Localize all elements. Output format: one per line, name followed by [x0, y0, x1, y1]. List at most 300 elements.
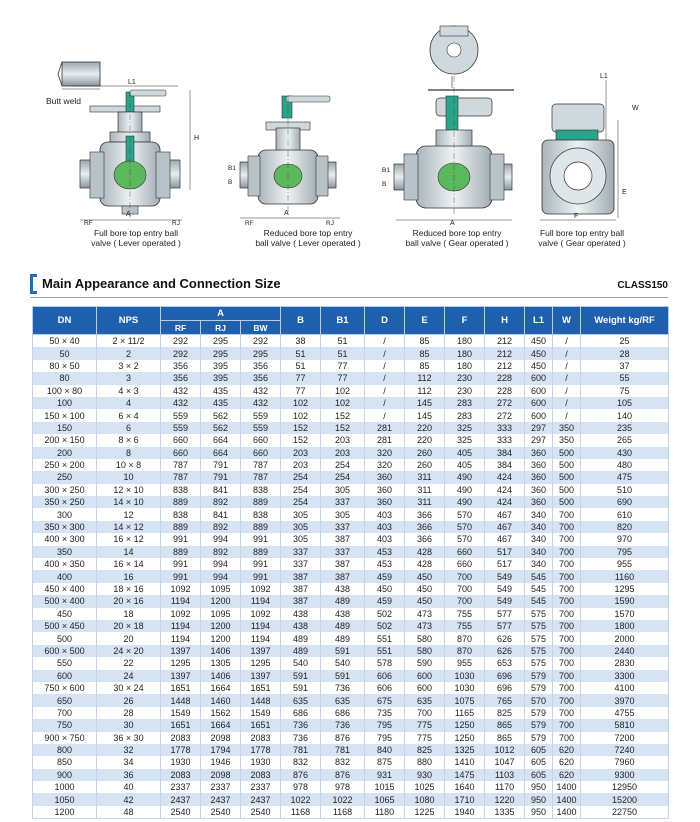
- cell-rj: 994: [201, 533, 241, 545]
- cell-bw: 559: [241, 409, 281, 421]
- cell-w: 700: [553, 645, 581, 657]
- table-row: [33, 595, 669, 607]
- cell-l1: 575: [525, 620, 553, 632]
- cell-rf: 432: [161, 397, 201, 409]
- cell-l1: 600: [525, 409, 553, 421]
- cell-bw: 889: [241, 521, 281, 533]
- cell-d: 459: [365, 595, 405, 607]
- cell-nps: 8: [97, 447, 161, 459]
- cell-b1: 736: [321, 719, 365, 731]
- cell-f: 1030: [445, 670, 485, 682]
- cell-dn: 400 × 300: [33, 533, 97, 545]
- cell-l1: 450: [525, 360, 553, 372]
- cell-b: 254: [281, 471, 321, 483]
- cell-e: 590: [405, 657, 445, 669]
- cell-l1: 360: [525, 447, 553, 459]
- cell-h: 577: [485, 608, 525, 620]
- cell-f: 570: [445, 533, 485, 545]
- cell-rf: 991: [161, 558, 201, 570]
- cell-nps: 16: [97, 570, 161, 582]
- cell-b: 305: [281, 533, 321, 545]
- cell-b: 102: [281, 409, 321, 421]
- cell-l1: 579: [525, 707, 553, 719]
- cell-d: 1015: [365, 781, 405, 793]
- cell-b1: 254: [321, 459, 365, 471]
- cell-rj: 562: [201, 409, 241, 421]
- cell-b: 686: [281, 707, 321, 719]
- cell-f: 405: [445, 459, 485, 471]
- table-row: [33, 508, 669, 520]
- cell-dn: 100: [33, 397, 97, 409]
- cell-w: 500: [553, 496, 581, 508]
- cell-dn: 250: [33, 471, 97, 483]
- dim-A-2: A: [284, 210, 289, 217]
- cell-rf: 1651: [161, 719, 201, 731]
- cell-w: 350: [553, 434, 581, 446]
- header-a: A: [161, 307, 281, 321]
- cell-w: /: [553, 347, 581, 359]
- table-row: [33, 546, 669, 558]
- cell-weight: 610: [581, 508, 669, 520]
- cell-h: 384: [485, 459, 525, 471]
- cell-b: 102: [281, 397, 321, 409]
- cell-weight: 1800: [581, 620, 669, 632]
- cell-dn: 850: [33, 756, 97, 768]
- cell-w: /: [553, 409, 581, 421]
- cell-rf: 889: [161, 521, 201, 533]
- cell-bw: 559: [241, 422, 281, 434]
- cell-b1: 51: [321, 335, 365, 348]
- cell-f: 955: [445, 657, 485, 669]
- cell-d: 403: [365, 508, 405, 520]
- cell-f: 660: [445, 558, 485, 570]
- cell-d: 931: [365, 769, 405, 781]
- cell-l1: 450: [525, 335, 553, 348]
- cell-rj: 1200: [201, 595, 241, 607]
- cell-bw: 1194: [241, 620, 281, 632]
- cell-b: 203: [281, 447, 321, 459]
- cell-l1: 600: [525, 397, 553, 409]
- cell-b: 489: [281, 632, 321, 644]
- dim-B1-2: B1: [228, 165, 236, 172]
- section-header: [30, 274, 668, 296]
- cell-rj: 562: [201, 422, 241, 434]
- cell-rf: 1448: [161, 694, 201, 706]
- cell-e: 1225: [405, 806, 445, 819]
- cell-l1: 950: [525, 806, 553, 819]
- header-rj: RJ: [201, 321, 241, 335]
- cell-rj: 664: [201, 434, 241, 446]
- cell-d: /: [365, 335, 405, 348]
- cell-b1: 635: [321, 694, 365, 706]
- dim-B1-3: B1: [382, 167, 390, 174]
- cell-b: 387: [281, 570, 321, 582]
- dim-RJ-1: RJ: [172, 220, 180, 227]
- cell-b1: 876: [321, 732, 365, 744]
- table-row: [33, 793, 669, 805]
- cell-e: 311: [405, 471, 445, 483]
- cell-weight: 7240: [581, 744, 669, 756]
- cell-rf: 838: [161, 484, 201, 496]
- cell-h: 549: [485, 583, 525, 595]
- cell-weight: 1160: [581, 570, 669, 582]
- cell-d: 502: [365, 620, 405, 632]
- cell-dn: 800: [33, 744, 97, 756]
- cell-nps: 30 × 24: [97, 682, 161, 694]
- cell-f: 870: [445, 645, 485, 657]
- cell-f: 490: [445, 471, 485, 483]
- cell-rf: 1092: [161, 583, 201, 595]
- dimension-table: [32, 306, 669, 819]
- cell-weight: 430: [581, 447, 669, 459]
- cell-h: 333: [485, 422, 525, 434]
- cell-f: 870: [445, 632, 485, 644]
- cell-rf: 991: [161, 533, 201, 545]
- cell-dn: 450: [33, 608, 97, 620]
- cell-h: 212: [485, 335, 525, 348]
- cell-bw: 2083: [241, 732, 281, 744]
- dim-RJ-2: RJ: [326, 220, 334, 227]
- table-row: [33, 570, 669, 582]
- table-row: [33, 682, 669, 694]
- dim-L1-1: L1: [128, 79, 136, 86]
- cell-rj: 791: [201, 471, 241, 483]
- cell-f: 755: [445, 608, 485, 620]
- cell-b: 152: [281, 422, 321, 434]
- cell-weight: 7200: [581, 732, 669, 744]
- table-row: [33, 744, 669, 756]
- cell-b1: 540: [321, 657, 365, 669]
- cell-l1: 579: [525, 682, 553, 694]
- cell-w: 620: [553, 769, 581, 781]
- cell-h: 517: [485, 558, 525, 570]
- cell-rf: 1397: [161, 670, 201, 682]
- cell-dn: 750: [33, 719, 97, 731]
- cell-weight: 1590: [581, 595, 669, 607]
- cell-rj: 1664: [201, 719, 241, 731]
- cell-dn: 100 × 80: [33, 385, 97, 397]
- cell-h: 1012: [485, 744, 525, 756]
- cell-l1: 545: [525, 570, 553, 582]
- cell-nps: 4: [97, 397, 161, 409]
- cell-nps: 26: [97, 694, 161, 706]
- cell-nps: 36 × 30: [97, 732, 161, 744]
- cell-b1: 876: [321, 769, 365, 781]
- table-row: [33, 732, 669, 744]
- table-row: [33, 521, 669, 533]
- cell-l1: 575: [525, 608, 553, 620]
- cell-d: /: [365, 397, 405, 409]
- cell-weight: 3970: [581, 694, 669, 706]
- cell-h: 384: [485, 447, 525, 459]
- cell-dn: 700: [33, 707, 97, 719]
- cell-f: 1410: [445, 756, 485, 768]
- table-body: [33, 335, 669, 819]
- cell-f: 230: [445, 372, 485, 384]
- header-b1: B1: [321, 307, 365, 335]
- cell-weight: 2440: [581, 645, 669, 657]
- cell-f: 1165: [445, 707, 485, 719]
- cell-b: 305: [281, 508, 321, 520]
- cell-f: 283: [445, 397, 485, 409]
- cell-b: 1022: [281, 793, 321, 805]
- cell-h: 865: [485, 732, 525, 744]
- cell-bw: 1397: [241, 645, 281, 657]
- cell-w: /: [553, 360, 581, 372]
- cell-bw: 432: [241, 385, 281, 397]
- cell-bw: 787: [241, 471, 281, 483]
- cell-b: 591: [281, 682, 321, 694]
- cell-w: 1400: [553, 781, 581, 793]
- cell-b: 1168: [281, 806, 321, 819]
- cell-f: 1030: [445, 682, 485, 694]
- cell-h: 212: [485, 347, 525, 359]
- cell-nps: 36: [97, 769, 161, 781]
- cell-w: 700: [553, 608, 581, 620]
- caption-reducedbore-lever: [238, 228, 378, 248]
- cell-dn: 450 × 400: [33, 583, 97, 595]
- cell-f: 1710: [445, 793, 485, 805]
- cell-rf: 787: [161, 471, 201, 483]
- cell-h: 212: [485, 360, 525, 372]
- cell-nps: 12: [97, 508, 161, 520]
- cell-weight: 140: [581, 409, 669, 421]
- caption-fullbore-lever: [76, 228, 196, 248]
- cell-rf: 292: [161, 347, 201, 359]
- cell-h: 424: [485, 484, 525, 496]
- cell-d: 675: [365, 694, 405, 706]
- cell-nps: 3 × 2: [97, 360, 161, 372]
- cell-w: 700: [553, 682, 581, 694]
- cell-b1: 781: [321, 744, 365, 756]
- cell-e: 220: [405, 434, 445, 446]
- cell-w: 700: [553, 707, 581, 719]
- cell-rj: 791: [201, 459, 241, 471]
- cell-bw: 991: [241, 533, 281, 545]
- cell-dn: 900 × 750: [33, 732, 97, 744]
- header-rf: RF: [161, 321, 201, 335]
- cell-w: 700: [553, 694, 581, 706]
- header-bw: BW: [241, 321, 281, 335]
- cell-b1: 736: [321, 682, 365, 694]
- cell-f: 700: [445, 583, 485, 595]
- cell-weight: 12950: [581, 781, 669, 793]
- cell-d: /: [365, 360, 405, 372]
- cell-d: 360: [365, 471, 405, 483]
- cell-d: 320: [365, 447, 405, 459]
- cell-d: 551: [365, 645, 405, 657]
- cell-rf: 1092: [161, 608, 201, 620]
- valve-reducedbore-lever: [240, 96, 340, 218]
- table-row: [33, 620, 669, 632]
- cell-rj: 1664: [201, 682, 241, 694]
- cell-d: 281: [365, 434, 405, 446]
- cell-f: 570: [445, 521, 485, 533]
- table-row: [33, 583, 669, 595]
- cell-bw: 2337: [241, 781, 281, 793]
- cell-nps: 16 × 12: [97, 533, 161, 545]
- cell-l1: 605: [525, 769, 553, 781]
- cell-h: 424: [485, 471, 525, 483]
- cell-weight: 25: [581, 335, 669, 348]
- header-weight: Weight kg/RF: [581, 307, 669, 335]
- header-row: [33, 307, 669, 321]
- valve-fullbore-gear: [540, 80, 618, 220]
- cell-dn: 500 × 450: [33, 620, 97, 632]
- cell-rf: 1549: [161, 707, 201, 719]
- cell-rj: 1200: [201, 620, 241, 632]
- butt-weld-detail: [58, 62, 100, 89]
- butt-weld-label: Butt weld: [46, 96, 81, 106]
- cell-f: 755: [445, 620, 485, 632]
- cell-bw: 660: [241, 434, 281, 446]
- cell-w: 500: [553, 471, 581, 483]
- cell-bw: 1295: [241, 657, 281, 669]
- cell-w: 700: [553, 719, 581, 731]
- cell-b1: 152: [321, 422, 365, 434]
- cell-e: 450: [405, 570, 445, 582]
- table-row: [33, 756, 669, 768]
- cell-w: /: [553, 397, 581, 409]
- table-row: [33, 385, 669, 397]
- cell-l1: 950: [525, 781, 553, 793]
- cell-d: 1065: [365, 793, 405, 805]
- dim-A-1: A: [126, 211, 131, 218]
- cell-e: 775: [405, 732, 445, 744]
- table-row: [33, 769, 669, 781]
- cell-l1: 340: [525, 521, 553, 533]
- cell-b1: 489: [321, 595, 365, 607]
- cell-bw: 889: [241, 496, 281, 508]
- cell-e: 85: [405, 335, 445, 348]
- header-f: F: [445, 307, 485, 335]
- cell-e: 428: [405, 546, 445, 558]
- cell-b: 978: [281, 781, 321, 793]
- cell-bw: 2437: [241, 793, 281, 805]
- cell-w: 700: [553, 508, 581, 520]
- cell-b1: 489: [321, 620, 365, 632]
- cell-rj: 994: [201, 570, 241, 582]
- cell-nps: 8 × 6: [97, 434, 161, 446]
- cell-rj: 1946: [201, 756, 241, 768]
- cell-b1: 978: [321, 781, 365, 793]
- cell-b1: 387: [321, 570, 365, 582]
- table-row: [33, 645, 669, 657]
- cell-f: 1640: [445, 781, 485, 793]
- cell-bw: 1651: [241, 682, 281, 694]
- class-label: CLASS150: [617, 280, 668, 291]
- cell-dn: 350 × 300: [33, 521, 97, 533]
- cell-weight: 2000: [581, 632, 669, 644]
- cell-nps: 16 × 14: [97, 558, 161, 570]
- cell-b1: 832: [321, 756, 365, 768]
- cell-rj: 2098: [201, 769, 241, 781]
- cell-e: 473: [405, 608, 445, 620]
- cell-rf: 660: [161, 434, 201, 446]
- cell-b: 77: [281, 372, 321, 384]
- cell-weight: 690: [581, 496, 669, 508]
- cell-b: 438: [281, 608, 321, 620]
- cell-e: 880: [405, 756, 445, 768]
- cell-dn: 650: [33, 694, 97, 706]
- cell-dn: 300 × 250: [33, 484, 97, 496]
- cell-nps: 24: [97, 670, 161, 682]
- section-rule: [30, 297, 668, 298]
- cell-nps: 6 × 4: [97, 409, 161, 421]
- cell-dn: 50: [33, 347, 97, 359]
- cell-rj: 994: [201, 558, 241, 570]
- cell-d: 403: [365, 521, 405, 533]
- cell-b: 203: [281, 459, 321, 471]
- cell-bw: 1778: [241, 744, 281, 756]
- cell-w: /: [553, 385, 581, 397]
- cell-b1: 387: [321, 533, 365, 545]
- cell-rj: 1406: [201, 645, 241, 657]
- cell-bw: 787: [241, 459, 281, 471]
- cell-b1: 305: [321, 484, 365, 496]
- cell-h: 549: [485, 595, 525, 607]
- cell-weight: 22750: [581, 806, 669, 819]
- cell-l1: 579: [525, 719, 553, 731]
- cell-dn: 900: [33, 769, 97, 781]
- cell-nps: 14 × 10: [97, 496, 161, 508]
- cell-rf: 889: [161, 546, 201, 558]
- cell-weight: 37: [581, 360, 669, 372]
- cell-f: 180: [445, 347, 485, 359]
- cell-bw: 1194: [241, 595, 281, 607]
- cell-l1: 600: [525, 372, 553, 384]
- cell-dn: 400 × 350: [33, 558, 97, 570]
- table-row: [33, 434, 669, 446]
- header-nps: NPS: [97, 307, 161, 335]
- table-row: [33, 657, 669, 669]
- cell-w: 700: [553, 620, 581, 632]
- cell-h: 467: [485, 533, 525, 545]
- cell-bw: 660: [241, 447, 281, 459]
- cell-rj: 892: [201, 521, 241, 533]
- cell-e: 450: [405, 583, 445, 595]
- cell-nps: 20: [97, 632, 161, 644]
- cell-weight: 510: [581, 484, 669, 496]
- cell-nps: 2 × 11/2: [97, 335, 161, 348]
- cell-rf: 660: [161, 447, 201, 459]
- cell-d: 360: [365, 484, 405, 496]
- cell-rj: 841: [201, 484, 241, 496]
- cell-weight: 55: [581, 372, 669, 384]
- cell-d: /: [365, 409, 405, 421]
- cell-weight: 2830: [581, 657, 669, 669]
- cell-b: 736: [281, 719, 321, 731]
- table-row: [33, 632, 669, 644]
- cell-b: 876: [281, 769, 321, 781]
- cell-rf: 559: [161, 422, 201, 434]
- cell-d: 606: [365, 670, 405, 682]
- cell-rf: 432: [161, 385, 201, 397]
- cell-nps: 34: [97, 756, 161, 768]
- cell-b1: 152: [321, 409, 365, 421]
- cell-l1: 579: [525, 670, 553, 682]
- cell-d: 281: [365, 422, 405, 434]
- cell-b1: 102: [321, 397, 365, 409]
- cell-dn: 250 × 200: [33, 459, 97, 471]
- cell-d: 450: [365, 583, 405, 595]
- cell-l1: 360: [525, 496, 553, 508]
- cell-rf: 356: [161, 360, 201, 372]
- dim-L1-4: L1: [600, 73, 608, 80]
- cell-f: 1940: [445, 806, 485, 819]
- cell-dn: 50 × 40: [33, 335, 97, 348]
- cell-nps: 20 × 18: [97, 620, 161, 632]
